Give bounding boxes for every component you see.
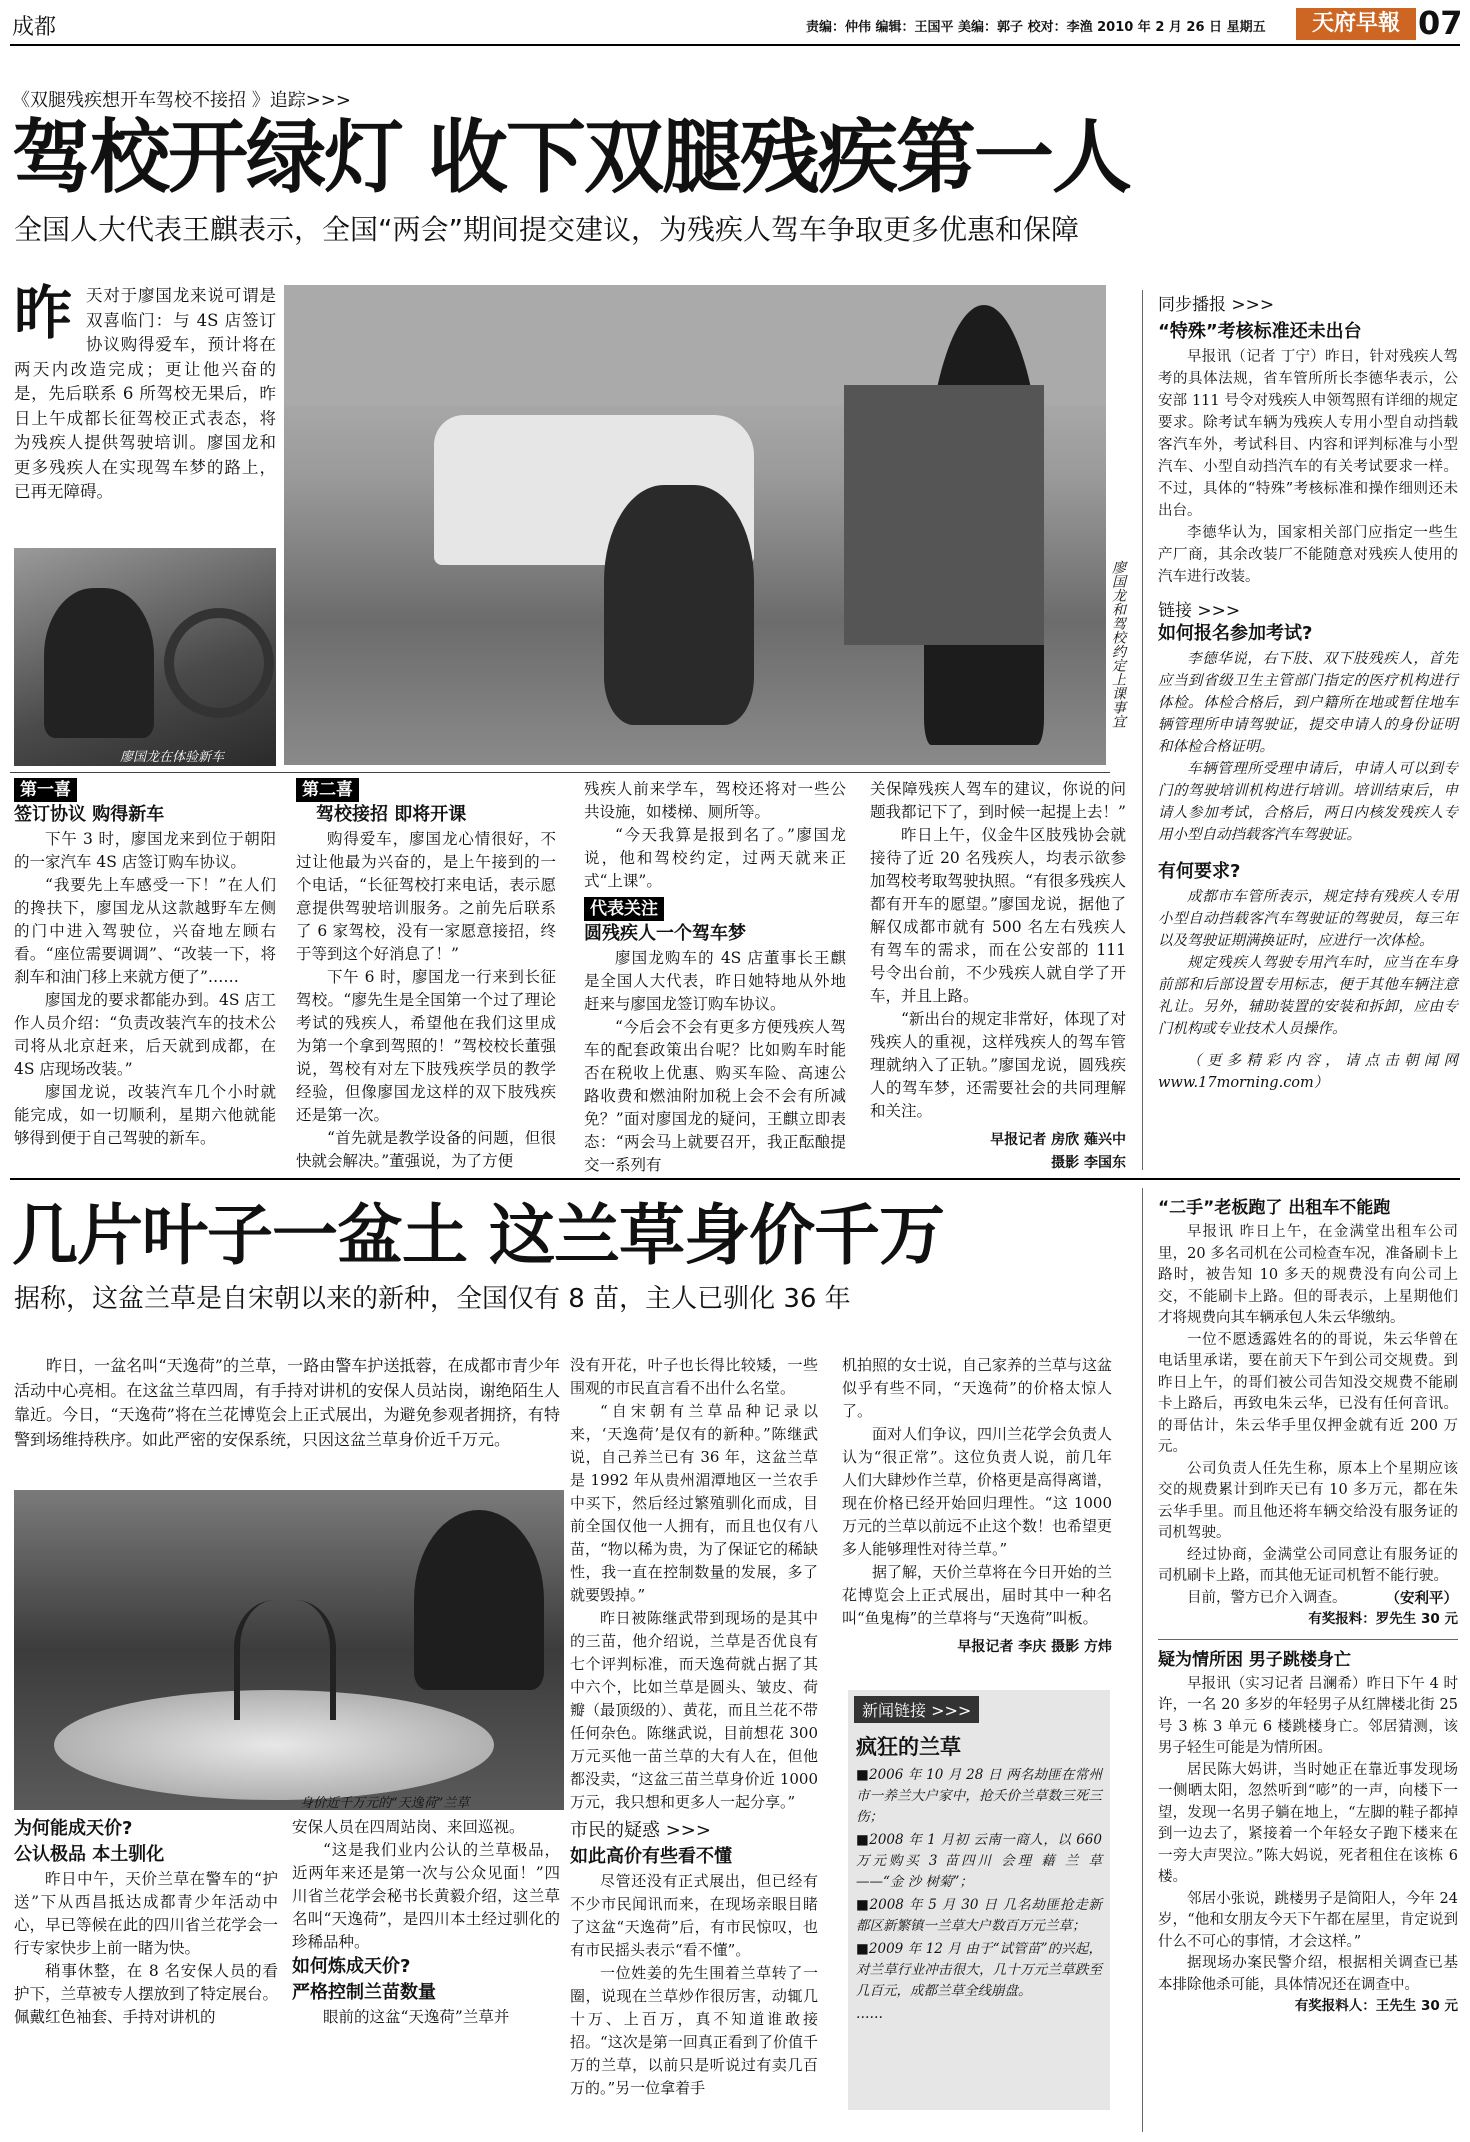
photo-orchid-leaves [234, 1600, 336, 1720]
s1-p5 [1158, 1588, 1458, 1610]
sec2-tag: 第二喜 [296, 778, 359, 802]
box-list-item: ■2008 年 5 月 30 日 几名劫匪抢走新都区新繁镇一兰草大户数百万元兰草； [856, 1897, 1102, 1934]
story2-col1 [14, 1816, 278, 2029]
sec2-title: 驾校接招 即将开课 [316, 804, 467, 825]
sync-p1: 早报讯（记者 丁宁）昨日，针对残疾人驾考的具体法规，省车管所所长李德华表示，公安部 111 号令对残疾人申领驾照有详细的规定要求。除考试车辆为残疾人专用小型自动挡载客汽车外，考试科目、内容和评判标准与小型汽车、小型自动挡汽车的有关考试要求一样。不过，具体的“特殊”考核标准和操作细则还未出台。 [1158, 349, 1458, 519]
sidebar1-divider [1142, 290, 1143, 1170]
sec2-p1: 购得爱车，廖国龙心情很好，不过让他最为兴奋的，是上午接到的一个电话，“长征驾校打来电话，表示愿意提供驾驶培训服务。之前先后联系了 6 家驾校，没有一家愿意接招，终于等到这个好消息了！” [296, 830, 556, 963]
header-rule [10, 44, 1460, 46]
page-number: 07 [1418, 4, 1463, 42]
s1-title: “二手”老板跑了 出租车不能跑 [1158, 1198, 1391, 1218]
sidebar2 [1158, 1196, 1458, 2018]
story2-byline: 早报记者 李庆 摄影 方炜 [957, 1639, 1112, 1655]
sec1-p1: 下午 3 时，廖国龙来到位于朝阳的一家汽车 4S 店签订购车协议。 [14, 830, 276, 871]
sec3-tag: 代表关注 [584, 897, 664, 921]
section-name: 成都 [12, 15, 57, 40]
col3-p1: 残疾人前来学车，驾校还将对一些公共设施，如楼梯、厕所等。 [584, 780, 846, 821]
s2-p4: 据现场办案民警介绍，根据相关调查已基本排除他杀可能，具体情况还在调查中。 [1158, 1955, 1458, 1993]
photo-wheelchair-figure [604, 485, 754, 725]
photo-onlooker [414, 1510, 544, 1690]
story2-headline: 几片叶子一盆土 这兰草身价千万 [12, 1197, 944, 1274]
col2-p3: 昨日被陈继武带到现场的是其中的三苗，他介绍说，兰草是否优良有七个评判标准，而天逸荷就占据了其中六个，比如兰草是圆头、皱皮、荷瓣（最顶级的）、黄花，而且兰花不带任何杂色。陈继武说，目前想花 300 万元买他一苗兰草的大有人在，但他都没卖，“这盆三苗兰草身价近 1000 万元，我只想和更多人一起分享。” [570, 1609, 818, 1811]
news-link-box [848, 1690, 1110, 2110]
sidebar2-rule [1158, 1639, 1458, 1640]
s1-p1: 早报讯 昨日上午，在金满堂出租车公司里，20 多名司机在公司检查车况，准备刷卡上路时，被告知 10 多天的规费没有向公司上交，不能刷卡上路。但的哥表示，上星期他们才将规费向其车辆承包人朱云华缴纳。 [1158, 1224, 1458, 1326]
secA-title2: 公认极品 本土驯化 [14, 1844, 165, 1865]
s1-p2: 一位不愿透露姓名的的哥说，朱云华曾在电话里承诺，要在前天下午到公司交规费。到昨日上午，的哥们被公司告知没交规费不能刷卡上路后，再致电朱云华，已没有任何音讯。的哥估计，朱云华手里仅押金就有近 200 万元。 [1158, 1331, 1458, 1455]
col2-p2: “自宋朝有兰草品种记录以来，‘天逸荷’是仅有的新种。”陈继武说，自己养兰已有 36 年，这盆兰草是 1992 年从贵州湄潭地区一兰农手中买下，然后经过繁殖驯化而成，目前全国仅他一人拥有，而且也仅有八苗，“物以稀为贵，为了保证它的稀缺性，我一直在控制数量的发展，多了就要毁掉。” [570, 1402, 818, 1604]
dropcap: 昨 [14, 279, 73, 347]
story1-rule [10, 772, 1110, 773]
story1-headline: 驾校开绿灯 收下双腿残疾第一人 [12, 111, 1130, 204]
sec3-title: 圆残疾人一个驾车梦 [584, 923, 746, 944]
secB-p1: 眼前的这盆“天逸荷”兰草并 [323, 2008, 510, 2026]
mid-p2: “这是我们业内公认的兰草极品，近两年来还是第一次与公众见面！”四川省兰花学会秘书长黄毅介绍，这兰草名叫“天逸荷”，是四川本土经过驯化的珍稀品种。 [292, 1841, 560, 1951]
s2-title: 疑为情所困 男子跳楼身亡 [1158, 1649, 1351, 1670]
secB-title1: 如何炼成天价? [292, 1956, 411, 1977]
story1-col3 [584, 778, 846, 1177]
link-p2: 车辆管理所受理申请后，申请人可以到专门的驾驶培训机构进行培训。培训结束后，申请人参加考试，合格后，两日内核发残疾人专用小型自动挡载客汽车驾驶证。 [1158, 761, 1458, 843]
sync-kicker: 同步播报 >>> [1158, 295, 1275, 315]
box-list-item: ■2006 年 10 月 28 日 两名劫匪在常州市一养兰大户家中，抢夭价兰草数三死三伤； [856, 1767, 1102, 1825]
photo-steering-wheel [164, 608, 274, 718]
photo-car-interior [14, 548, 276, 766]
story1-lead [14, 279, 276, 505]
sec1-p4: 廖国龙说，改装汽车几个小时就能完成，如一切顺利，星期六他就能够得到便于自己驾驶的新车。 [14, 1083, 276, 1147]
secA-title1: 为何能成天价? [14, 1818, 133, 1839]
s1-p4: 经过协商，金满堂公司同意让有服务证的司机刷卡上路，而其他无证司机暂不能行驶。 [1158, 1546, 1458, 1584]
secA-p1: 昨日中午，天价兰草在警车的“护送”下从西昌抵达成都青少年活动中心，早已等候在此的四川省兰花学会一行专家快步上前一睹为快。 [14, 1870, 278, 1957]
col4-p3: “新出台的规定非常好，体现了对残疾人的重视，这样残疾人的驾车管理就纳入了正轨。”廖国龙说，圆残疾人的驾车梦，还需要社会的共同理解和关注。 [870, 1010, 1126, 1120]
sec2-p2: 下午 6 时，廖国龙一行来到长征驾校。“廖先生是全国第一个过了理论考试的残疾人，希望他在我们这里成为第一个拿到驾照的！”驾校校长董强说，驾校有对左下肢残疾学员的教学经验，但像廖国龙这样的双下肢残疾还是第一次。 [296, 968, 556, 1124]
photo-caption-small: 廖国龙在体验新车 [120, 750, 225, 765]
secA-p2: 稍事休整，在 8 名安保人员的看护下，兰草被专人摆放到了特定展台。佩戴红色袖套、手持对讲机的 [14, 1962, 278, 2026]
s1-tip: 有奖报料：罗先生 30 元 [1308, 1611, 1458, 1627]
col2-p1: 没有开花，叶子也长得比较矮，一些围观的市民直言看不出什么名堂。 [570, 1356, 818, 1397]
col3-p2: “今天我算是报到名了。”廖国龙说，他和驾校约定，过两天就来正式“上课”。 [584, 826, 846, 890]
secC-title1: 市民的疑惑 >>> [570, 1820, 711, 1841]
s2col3-p2: 面对人们争议，四川兰花学会负责人认为“很正常”。这位负责人说，前几年人们大肆炒作兰草，价格更是高得离谱，现在价格已经开始回归理性。“这 1000 万元的兰草以前远不止这个数！也希望更多人能够理性对待兰草。” [842, 1425, 1113, 1558]
link-p1: 李德华说，右下肢、双下肢残疾人，首先应当到省级卫生主管部门指定的医疗机构进行体检。体检合格后，到户籍所在地或暂住地车辆管理所申请驾驶证，提交申请人的身份证明和体检合格证明。 [1158, 651, 1458, 755]
lead-text: 天对于廖国龙来说可谓是双喜临门：与 4S 店签订协议购得爱车，预计将在两天内改造完成；更让他兴奋的是，先后联系 6 所驾校无果后，昨日上午成都长征驾校正式表态，将为残疾人提供驾驶培训。廖国龙和更多残疾人在实现驾车梦的路上，已再无障碍。 [14, 286, 276, 501]
sync-p2: 李德华认为，国家相关部门应指定一些生产厂商，其余改装厂不能随意对残疾人使用的汽车进行改装。 [1158, 525, 1458, 585]
page-credits: 责编：仲伟 编辑：王国平 美编：郭子 校对：李渔 2010 年 2 月 26 日 星期五 [806, 20, 1266, 35]
secC-title2: 如此高价有些看不懂 [570, 1846, 732, 1867]
box-kicker: 新闻链接 >>> [854, 1696, 979, 1723]
secB-title2: 严格控制兰苗数量 [292, 1982, 436, 2003]
secC-p2: 一位姓姜的先生围着兰草转了一圈，说现在兰草炒作很厉害，动辄几十万、上百万，真不知道谁敢接招。“这次是第一回真正看到了价值千万的兰草，以前只是听说过有卖几百万的。”另一位拿着手 [570, 1964, 818, 2097]
story1-col4 [870, 778, 1126, 1175]
photo-orchid [14, 1490, 564, 1810]
sec3-p2: “今后会不会有更多方便残疾人驾车的配套政策出台呢？比如购车时能否在税收上优惠、购买车险、高速公路收费和燃油附加税上会不会有所减免？”面对廖国龙的疑问，王麒立即表态：“两会马上就要召开，我正酝酿提交一系列有 [584, 1018, 846, 1174]
story1-kicker: 《双腿残疾想开车驾校不接招 》追踪>>> [12, 90, 351, 111]
req-title: 有何要求? [1158, 861, 1241, 882]
story1-col2 [296, 778, 556, 1173]
section-divider [10, 1178, 1460, 1180]
story1-byline-reporters: 早报记者 房欣 薙兴中 [990, 1132, 1126, 1148]
story2-subhead: 据称，这盆兰草是自宋朝以来的新种，全国仅有 8 苗，主人已驯化 36 年 [14, 1284, 851, 1314]
story1-col1 [14, 778, 276, 1150]
box-title: 疯狂的兰草 [856, 1735, 961, 1759]
box-list-item: …… [856, 2006, 883, 2022]
photo-orchid-caption: 身价近千万元的“天逸荷”兰草 [300, 1796, 470, 1811]
story2-lead-text: 昨日，一盆名叫“天逸荷”的兰草，一路由警车护送抵蓉，在成都市青少年活动中心亮相。在这盆兰草四周，有手持对讲机的安保人员站岗，谢绝陌生人靠近。今日，“天逸荷”将在兰花博览会上正式展出，为避免参观者拥挤，有特警到场维持秩序。如此严密的安保系统，只因这盆兰草身价近千万元。 [14, 1356, 560, 1449]
photo-car-rear [844, 385, 1044, 645]
s1-p3: 公司负责人任先生称，原本上个星期应该交的规费累计到昨天已有 10 多万元，都在朱云华手里。而且他还将车辆交给没有服务证的司机驾驶。 [1158, 1460, 1458, 1541]
sec1-title: 签订协议 购得新车 [14, 804, 165, 825]
sec3-p1: 廖国龙购车的 4S 店董事长王麒是全国人大代表，昨日她特地从外地赶来与廖国龙签订购车协议。 [584, 949, 846, 1013]
sec1-p2: “我要先上车感受一下！”在人们的搀扶下，廖国龙从这款越野车左侧的门中进入驾驶位，兴奋地左顾右看。“座位需要调调”、“改装一下，将刹车和油门移上来就方便了”…… [14, 876, 276, 986]
story2-col3 [842, 1354, 1112, 1659]
photo-figure [44, 588, 154, 738]
mid-p1: 安保人员在四周站岗、来回巡视。 [292, 1818, 525, 1836]
story1-subhead: 全国人大代表王麒表示，全国“两会”期间提交建议，为残疾人驾车争取更多优惠和保障 [14, 213, 1080, 246]
story2-col2 [570, 1354, 818, 2100]
box-items [856, 1765, 1102, 2025]
s2-p1: 早报讯（实习记者 吕澜希）昨日下午 4 时许，一名 20 多岁的年轻男子从红牌楼北街 25 号 3 栋 3 单元 6 楼跳楼身亡。邻居猜测，该男子轻生可能是为情所困。 [1158, 1675, 1458, 1756]
link-title: 如何报名参加考试? [1158, 623, 1313, 644]
req-p2: 规定残疾人驾驶专用汽车时，应当在车身前部和后部设置专用标志，便于其他车辆注意礼让。另外，辅助装置的安装和拆卸，应由专门机构或专业技术人员操作。 [1158, 955, 1458, 1037]
s2-p3: 邻居小张说，跳楼男子是简阳人，今年 24岁，“他和女朋友今天下午都在屋里，肯定说到什么不可心的事情，才会这样。” [1158, 1890, 1458, 1950]
sidebar1 [1158, 294, 1458, 1094]
s2col3-p1: 机拍照的女士说，自己家养的兰草与这盆似乎有些不同，“天逸荷”的价格太惊人了。 [842, 1356, 1113, 1420]
photo-caption-vertical: 廖国龙和驾校约定上课事宜 [1110, 560, 1126, 728]
s2col3-p3: 据了解，天价兰草将在今日开始的兰花博览会上正式展出，届时其中一种名叫“鱼鬼梅”的兰草将与“天逸荷”叫板。 [842, 1563, 1113, 1627]
more-link[interactable]: （更多精彩内容，请点击朝闻网 www.17morning.com） [1158, 1053, 1458, 1091]
req-p1: 成都市车管所表示，规定持有残疾人专用小型自动挡载客汽车驾驶证的驾驶员，每三年以及驾驶证期满换证时，应进行一次体检。 [1158, 889, 1458, 949]
secC-p1: 尽管还没有正式展出，但已经有不少市民闻讯而来，在现场亲眼目睹了这盆“天逸荷”后，有市民惊叹，也有市民摇头表示“看不懂”。 [570, 1872, 818, 1959]
col4-p1: 关保障残疾人驾车的建议，你说的问题我都记下了，到时候一起提上去！” [870, 780, 1126, 821]
s2-tip: 有奖报料人：王先生 30 元 [1294, 1998, 1458, 2014]
s1-p5-text: 目前，警方已介入调查。 [1187, 1589, 1347, 1606]
paper-logo: 天府早報 [1296, 8, 1416, 40]
sidebar2-divider [1142, 1188, 1143, 2132]
sync-title: “特殊”考核标准还未出台 [1158, 321, 1362, 342]
sec2-p3: “首先就是教学设备的问题，但很快就会解决。”董强说，为了方便 [296, 1129, 556, 1170]
story1-byline-photo: 摄影 李国东 [1051, 1155, 1126, 1171]
photo-wheelchair [284, 285, 1106, 765]
sec1-tag: 第一喜 [14, 778, 77, 802]
col4-p2: 昨日上午，仪金牛区肢残协会就接待了近 20 名残疾人，均表示欲参加驾校考取驾驶执照。“有很多残疾人都有开车的愿望。”廖国龙说，据他了解仅成都市就有 500 名左右残疾人有驾车的需求，而在公安部的 111 号令出台前，不少残疾人就自学了开车，并且上路。 [870, 826, 1126, 1005]
link-kicker: 链接 >>> [1158, 601, 1241, 621]
s1-author: （安利平） [1385, 1589, 1458, 1607]
box-list-item: ■2009 年 12 月 由于“试管苗”的兴起，对兰草行业冲击很大，几十万元兰草跌至几百元，成都兰草全线崩盘。 [856, 1941, 1102, 1999]
story2-lead [14, 1354, 560, 1452]
box-list-item: ■2008 年 1 月初 云南一商人，以 660 万元购买 3 苗四川 会理 藉 兰 草 ——“金 沙 树菊”； [856, 1832, 1102, 1890]
s2-p2: 居民陈大妈讲，当时她正在靠近事发现场一侧晒太阳，忽然听到“嘭”的一声，向楼下一望，发现一名男子躺在地上，“左脚的鞋子都掉到一边去了，紧接着一个年轻女子跑下楼来在一旁大声哭泣。”陈大妈说，死者租住在该栋 6 楼。 [1158, 1761, 1458, 1885]
sec1-p3: 廖国龙的要求都能办到。4S 店工作人员介绍：“负责改装汽车的技术公司将从北京赶来，后天就到成都，在 4S 店现场改装。” [14, 991, 276, 1078]
story2-col1b [292, 1816, 560, 2029]
